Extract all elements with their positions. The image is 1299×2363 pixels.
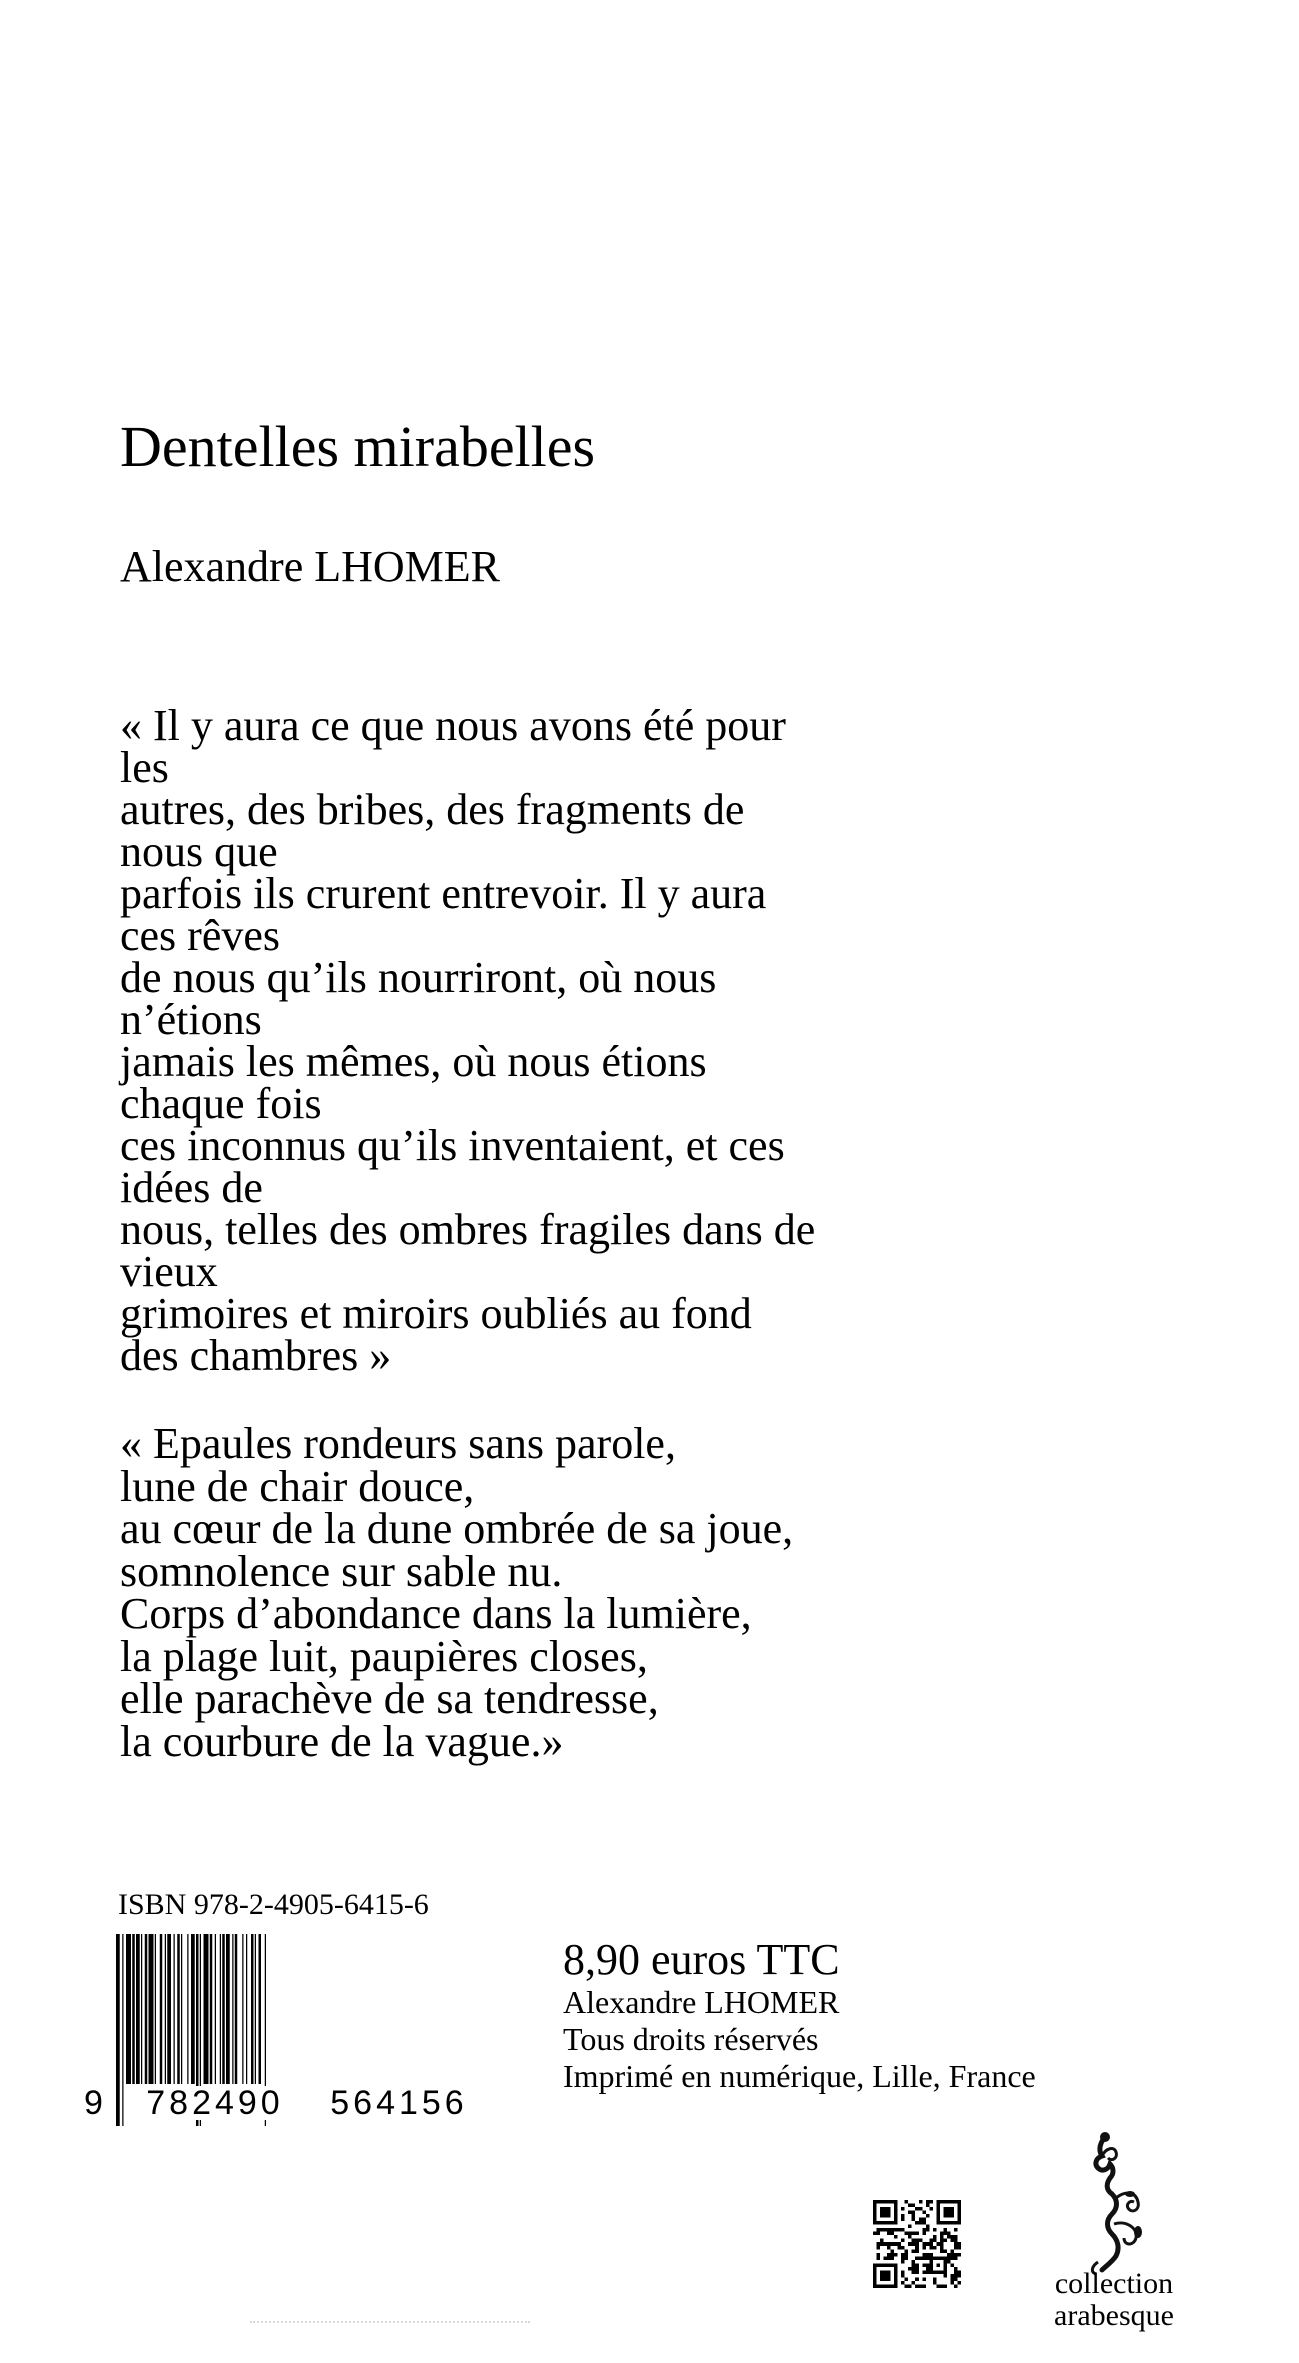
book-title: Dentelles mirabelles [120, 414, 596, 479]
publisher-info [563, 1936, 1036, 2095]
quote-line: de nous qu’ils nourriront, où nous [120, 953, 717, 1002]
poem-line: la plage luit, paupières closes, [120, 1631, 648, 1681]
price: 8,90 euros TTC [563, 1935, 840, 1984]
quote-line: parfois ils crurent entrevoir. Il y aura [120, 869, 767, 918]
faint-rule [250, 2321, 530, 2323]
poem-line: la courbure de la vague.» [120, 1716, 564, 1766]
publisher-author: Alexandre LHOMER [563, 1984, 840, 2020]
poem-line: somnolence sur sable nu. [120, 1546, 563, 1596]
quote-line: chaque fois [120, 1079, 322, 1128]
printing-notice: Imprimé en numérique, Lille, France [563, 2058, 1036, 2094]
quote-line: « Il y aura ce que nous avons été pour [120, 701, 786, 750]
quote-line: nous, telles des ombres fragiles dans de [120, 1205, 816, 1254]
poem-line: Corps d’abondance dans la lumière, [120, 1589, 752, 1638]
isbn-label: ISBN 978-2-4905-6415-6 [118, 1888, 429, 1921]
rights-notice: Tous droits réservés [563, 2021, 819, 2057]
qr-code-icon [873, 2200, 961, 2288]
quote-line: n’étions [120, 995, 262, 1044]
quote-line: jamais les mêmes, où nous étions [120, 1037, 707, 1086]
poem-line: au cœur de la dune ombrée de sa joue, [120, 1504, 794, 1553]
collection-line-2: arabesque [1054, 2299, 1174, 2332]
quote-line: ces rêves [120, 911, 281, 960]
barcode-digits-left: 782490 [127, 2086, 303, 2120]
back-cover-quote-prose [120, 701, 816, 1380]
quote-line: des chambres » [120, 1331, 392, 1380]
quote-line: autres, des bribes, des fragments de [120, 785, 745, 834]
collection-line-1: collection [1054, 2267, 1174, 2300]
quote-line: vieux [120, 1247, 218, 1296]
barcode-digit-first: 9 [84, 2084, 103, 2122]
back-cover-quote-poem [120, 1419, 794, 1766]
quote-line: nous que [120, 827, 278, 876]
quote-line: les [120, 743, 169, 792]
collection-label [1044, 2268, 1184, 2332]
arabesque-ornament-icon [1072, 2128, 1162, 2278]
barcode-digits-right: 564156 [311, 2086, 487, 2120]
poem-line: elle parachève de sa tendresse, [120, 1674, 659, 1723]
quote-line: idées de [120, 1163, 263, 1212]
quote-line: ces inconnus qu’ils inventaient, et ces [120, 1121, 785, 1170]
poem-line: lune de chair douce, [120, 1461, 475, 1511]
book-author: Alexandre LHOMER [120, 542, 501, 591]
poem-line: « Epaules rondeurs sans parole, [120, 1419, 676, 1468]
quote-line: grimoires et miroirs oubliés au fond [120, 1289, 752, 1338]
